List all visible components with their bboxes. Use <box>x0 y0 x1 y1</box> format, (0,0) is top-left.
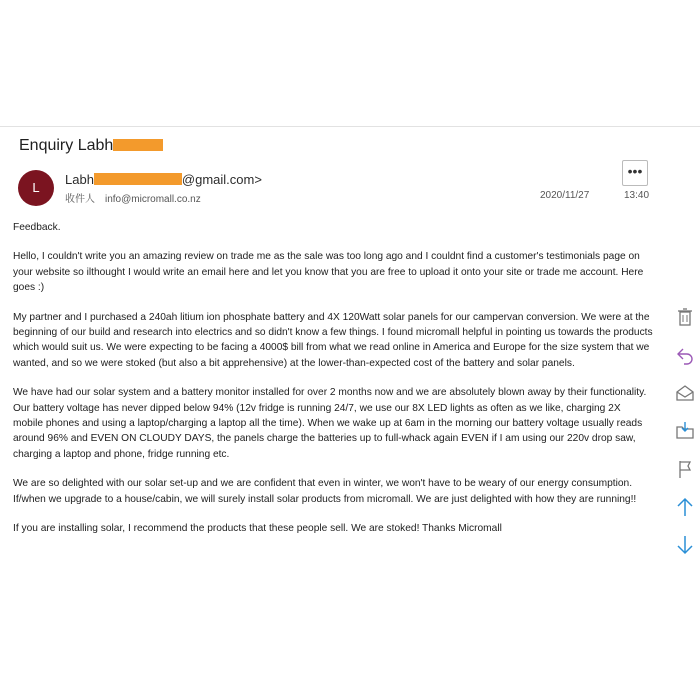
redaction-mark <box>94 173 182 185</box>
more-actions-button[interactable]: ••• <box>622 160 648 186</box>
subject-text: Enquiry Labh <box>19 137 114 154</box>
redaction-mark <box>113 139 163 151</box>
body-paragraph: We are so delighted with our solar set-up and we are confident that even in winter, we won't have to be weary of our energy consumption. If/when we upgrade to a house/cabin, we will surely install solar products from micromall. We are just delighted with how they are running!! <box>13 478 637 505</box>
email-body <box>13 220 653 551</box>
body-paragraph: Hello, I couldn't write you an amazing review on trade me as the sale was too long ago and I couldnt find a customer's testimonials page on your website so ilthought I would write an email here and let you know that you are free to upload it onto your site or trade me account. Here goes :) <box>13 251 644 294</box>
sender-name-start: Labh <box>65 172 94 187</box>
mark-unread-icon[interactable] <box>674 382 696 404</box>
recipient-label: 收件人 <box>65 194 95 205</box>
body-paragraph: Feedback. <box>13 222 61 233</box>
move-to-folder-icon[interactable] <box>674 420 696 442</box>
body-paragraph: My partner and I purchased a 240ah litium ion phosphate battery and 4X 120Watt solar panels for our campervan conversion. We were at the beginning of our build and research into electrics and so didn't know a few things. I found micromall helpful in pointing us towards the products which would suit us. We were expecting to be facing a 4000$ bill from what we read online in America and Europe for the size system that we wanted, and so we were stoked (but also a bit apprehensive) at the lower-than-expected cost of the battery and solar panels. <box>13 311 653 369</box>
email-subject <box>19 137 163 155</box>
sender-avatar: L <box>18 170 54 206</box>
flag-icon[interactable] <box>674 458 696 480</box>
body-paragraph: We have had our solar system and a battery monitor installed for over 2 months now and we are absolutely blown away by their functionality. Our battery voltage has never dipped below 94% (12v fridge is running 24/7, we use our 8X LED lights as often as we like, charging 2X mobile phones and using a laptop/charging a laptop all the time). When we wake up at 6am in the morning our battery voltage usually reads around 96% and EVEN ON CLOUDY DAYS, the panels charge the batteries up to full-whack again EVEN if I am using our 220v drop saw, charging a laptop and phone, fridge running etc. <box>13 387 647 460</box>
next-message-icon[interactable] <box>674 534 696 556</box>
email-date: 2020/11/27 <box>540 190 590 201</box>
sender-domain: @gmail.com> <box>181 172 262 187</box>
body-paragraph: If you are installing solar, I recommend the products that these people sell. We are stoked! Thanks Micromall <box>13 523 502 535</box>
recipient-address[interactable]: info@micromall.co.nz <box>105 194 201 205</box>
email-time: 13:40 <box>624 190 650 201</box>
reply-icon[interactable] <box>674 344 696 366</box>
recipient-line <box>65 190 201 205</box>
sender-address[interactable] <box>65 172 262 187</box>
previous-message-icon[interactable] <box>674 496 696 518</box>
delete-icon[interactable] <box>674 306 696 328</box>
